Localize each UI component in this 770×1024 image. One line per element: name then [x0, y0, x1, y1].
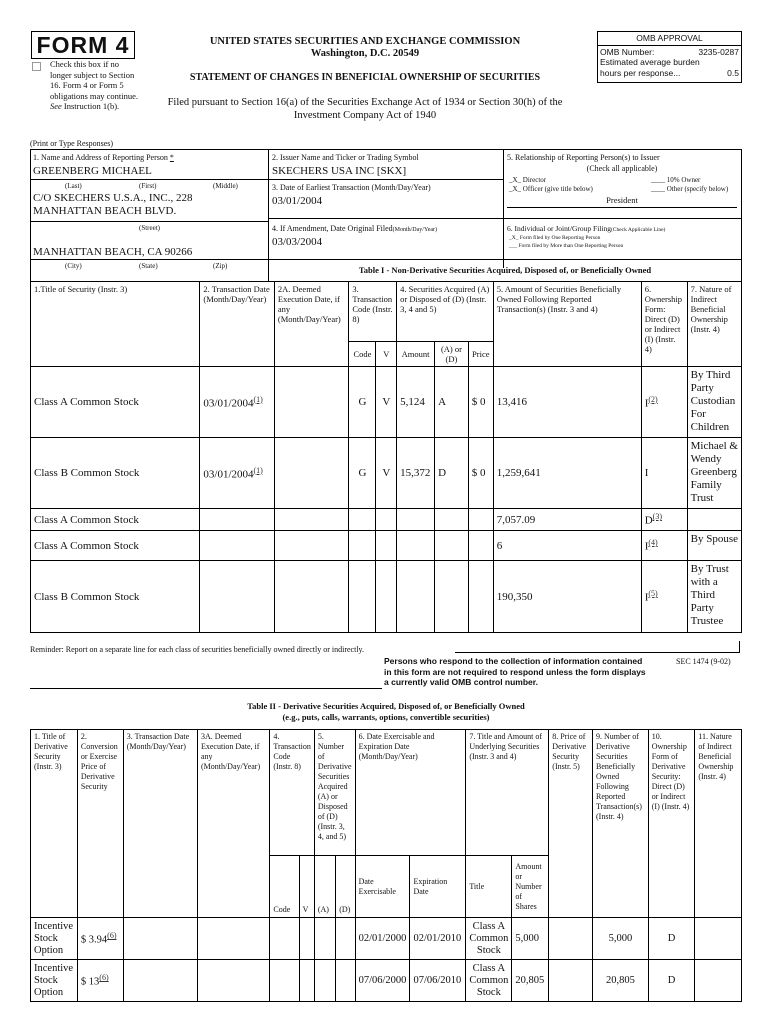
omb-approval-box [597, 31, 742, 83]
zip-label: (Zip) [213, 262, 228, 270]
t1-h-code: 3. Transaction Code (Instr. 8) [349, 282, 397, 342]
earliest-date: 03/01/2004 [272, 195, 323, 207]
omb-number-label: OMB Number: [600, 46, 655, 57]
table2: 1. Title of Derivative Security (Instr. 3) 2. Conversion or Exercise Price of Derivative Security 3. Transaction Date (Month/Day/Year) 3A. Deemed Execution Date, if any (Month/Day/Year) 4. Transaction Code (Instr. 8) 5. Number of Derivative Securities Acquired (A) or Disposed of (D) (Instr. 3, 4, and 5) 6. Date Exercisable and Expiration Date (Month/Day/Year) 7. Title and Amount of Underlying Securities (Instr. 3 and 4) 8. Price of Derivative Security (Instr. 5) 9. Number of Derivative Securities Beneficially Owned Following Reported Transaction(s) (Instr. 4) 10. Ownership Form of Derivative Security: Direct (D) or Indirect (I) (Instr. 4) 11. Nature of Indirect Beneficial Ownership (Instr. 4) Code V (A) (D) Date Exercisable Expiration Date Title Amount or Number of Shares Incentive Stock Option $ 3.94$^{(6)}$ 02/01/2000 02/01/2010 Class A Common Stock 5,000 5,000 D Incentive Stock Option $ 13$^{(6)}$ 07/06/2000 07/06/2010 Class A Common Stock 20,805 20,805 D [30, 729, 742, 1002]
form-title: FORM 4 [36, 32, 130, 58]
table-row: Class A Common Stock 03/01/2004$^{(1)}$ G V 5,124 A $ 0 13,416 I$^{(2)}$ By Third Party Custodian For Children [31, 367, 742, 438]
table-row: Class A Common Stock 6 I$^{(4)}$ By Spouse [31, 531, 742, 561]
earliest-label: 3. Date of Earliest Transaction (Month/Day/Year) [272, 183, 431, 192]
address-line2: MANHATTAN BEACH BLVD. [33, 205, 177, 217]
name-mark: * [169, 153, 174, 162]
officer-title: President [606, 195, 638, 205]
omb-number: 3235-0287 [698, 46, 739, 57]
footnote-link[interactable]: (4) [648, 538, 658, 548]
t1-h-nature: 7. Nature of Indirect Beneficial Ownership (Instr. 4) [687, 282, 741, 367]
city-label: (City) [65, 262, 82, 270]
amend-date: 03/03/2004 [272, 236, 323, 248]
address-line1: C/O SKECHERS U.S.A., INC., 228 [33, 192, 193, 204]
reporting-block [30, 149, 742, 282]
t2-h-owned: 9. Number of Derivative Securities Beneficially Owned Following Reported Transaction(s) (Instr. 4) [593, 730, 649, 918]
footnote-link[interactable]: (5) [648, 589, 658, 599]
last-label: (Last) [65, 182, 82, 190]
t2-h-underlying: 7. Title and Amount of Underlying Securities (Instr. 3 and 4) [466, 730, 549, 856]
t1-h-title: 1.Title of Security (Instr. 3) [31, 282, 200, 367]
issuer-label: 2. Issuer Name and Ticker or Trading Symbol [272, 153, 419, 162]
t2-h-code: 4. Transaction Code (Instr. 8) [270, 730, 314, 856]
t1-h-owned: 5. Amount of Securities Beneficially Owned Following Reported Transaction(s) (Instr. 3 and 4) [493, 282, 641, 367]
omb-title: OMB APPROVAL [598, 32, 741, 46]
t2-h-nature: 11. Nature of Indirect Beneficial Ownership (Instr. 4) [695, 730, 742, 918]
t2-h-number: 5. Number of Derivative Securities Acquired (A) or Disposed of (D) (Instr. 3, 4, and 5) [314, 730, 355, 856]
state-label: (State) [139, 262, 158, 270]
t2-h-price: 8. Price of Derivative Security (Instr. 5) [549, 730, 593, 918]
amend-label: 4. If Amendment, Date Original Filed [272, 224, 393, 233]
t2-h-form: 10. Ownership Form of Derivative Security: Direct (D) or Indirect (I) (Instr. 4) [648, 730, 695, 918]
omb-burden-2: hours per response... [600, 67, 681, 78]
table1-title: Table I - Non-Derivative Securities Acquired, Disposed of, or Beneficially Owned [358, 265, 652, 275]
table-row: Class A Common Stock 7,057.09 D$^{(3)}$ [31, 509, 742, 531]
footnote-link[interactable]: (3) [652, 512, 662, 522]
footnote-link[interactable]: (2) [648, 394, 658, 404]
table2-title: Table II - Derivative Securities Acquired, Disposed of, or Beneficially Owned (e.g., puts, calls, warrants, options, convertible securities) [247, 701, 525, 722]
omb-burden-1: Estimated average burden [600, 57, 700, 67]
table-row: Incentive Stock Option $ 3.94$^{(6)}$ 02/01/2000 02/01/2010 Class A Common Stock 5,000 5,000 D [31, 918, 742, 960]
footnote-link[interactable]: (6) [107, 931, 117, 941]
footnote-link[interactable]: (1) [253, 465, 263, 475]
relationship-label: 5. Relationship of Reporting Person(s) to Issuer [507, 153, 660, 162]
relationship-check: (Check all applicable) [586, 164, 658, 173]
t1-h-acquired: 4. Securities Acquired (A) or Disposed of (D) (Instr. 3, 4 and 5) [397, 282, 494, 342]
agency-heading: UNITED STATES SECURITIES AND EXCHANGE COMMISSION Washington, D.C. 20549 [209, 36, 521, 59]
t1-h-code-sub: Code [349, 342, 376, 367]
no-longer-subject-checkbox[interactable] [32, 62, 41, 71]
reporting-name: GREENBERG MICHAEL [33, 165, 152, 177]
omb-burden-value: 0.5 [727, 67, 739, 78]
footnote-link[interactable]: (1) [253, 394, 263, 404]
table-row: Class B Common Stock 190,350 I$^{(5)}$ By Trust with a Third Party Trustee [31, 561, 742, 633]
rel-officer[interactable]: _X_ Officer (give title below) [509, 185, 593, 193]
t1-h-deemed: 2A. Deemed Execution Date, if any (Month/Day/Year) [274, 282, 348, 367]
name-label: 1. Name and Address of Reporting Person [33, 153, 168, 162]
city-state-zip: MANHATTAN BEACH, CA 90266 [33, 246, 193, 258]
t2-h-conversion: 2. Conversion or Exercise Price of Derivative Security [77, 730, 123, 918]
t1-h-amount-sub: Amount [397, 342, 435, 367]
table-row: Incentive Stock Option $ 13$^{(6)}$ 07/06/2000 07/06/2010 Class A Common Stock 20,805 20,805 D [31, 960, 742, 1002]
persons-respond-notice: Persons who respond to the collection of information contained in this form are not required to respond unless the form displays a currently valid OMB control number. [384, 656, 646, 687]
t2-h-deemed: 3A. Deemed Execution Date, if any (Month/Day/Year) [197, 730, 269, 918]
check-box-text: Check this box if no longer subject to Section 16. Form 4 or Form 5 obligations may continue. See Instruction 1(b). [50, 59, 139, 111]
reminder-text: Reminder: Report on a separate line for each class of securities beneficially owned directly or indirectly. [30, 645, 365, 654]
middle-label: (Middle) [213, 182, 238, 190]
issuer-name: SKECHERS USA INC [SKX] [272, 165, 407, 177]
joint-more[interactable]: ___ Form filed by More than One Reporting Person [509, 243, 624, 249]
table1 [30, 281, 742, 633]
t1-h-date: 2. Transaction Date (Month/Day/Year) [200, 282, 274, 367]
t2-h-date: 3. Transaction Date (Month/Day/Year) [123, 730, 197, 918]
t1-h-price-sub: Price [468, 342, 493, 367]
amend-label-small: (Month/Day/Year) [392, 227, 438, 233]
sec-number: SEC 1474 (9-02) [676, 657, 731, 666]
street-label: (Street) [139, 224, 160, 232]
joint-label: 6. Individual or Joint/Group Filing [507, 224, 611, 233]
rel-10pct-owner[interactable]: ____ 10% Owner [651, 176, 701, 184]
t1-h-aord-sub: (A) or (D) [435, 342, 469, 367]
table-row: Class B Common Stock 03/01/2004$^{(1)}$ G V 15,372 D $ 0 1,259,641 I Michael & Wendy Greenberg Family Trust [31, 438, 742, 509]
t1-h-v-sub: V [376, 342, 397, 367]
t2-h-exercisable: 6. Date Exercisable and Expiration Date (Month/Day/Year) [355, 730, 466, 856]
first-label: (First) [139, 182, 157, 190]
joint-label-small: (Check Applicable Line) [610, 227, 666, 233]
print-type-note: (Print or Type Responses) [30, 139, 114, 148]
statement-title: STATEMENT OF CHANGES IN BENEFICIAL OWNERSHIP OF SECURITIES [189, 72, 541, 83]
rel-director[interactable]: _X_ Director [509, 176, 547, 184]
t2-h-title: 1. Title of Derivative Security (Instr. 3) [31, 730, 78, 918]
filed-pursuant: Filed pursuant to Section 16(a) of the Securities Exchange Act of 1934 or Section 30(h) of the Investment Company Act of 1940 [167, 97, 563, 121]
rel-other[interactable]: ____ Other (specify below) [651, 185, 729, 193]
form-title-box [31, 31, 135, 59]
footnote-link[interactable]: (6) [99, 973, 109, 983]
t1-h-form: 6. Ownership Form: Direct (D) or Indirect (I) (Instr. 4) [641, 282, 687, 367]
joint-one[interactable]: _X_ Form filed by One Reporting Person [509, 235, 601, 241]
